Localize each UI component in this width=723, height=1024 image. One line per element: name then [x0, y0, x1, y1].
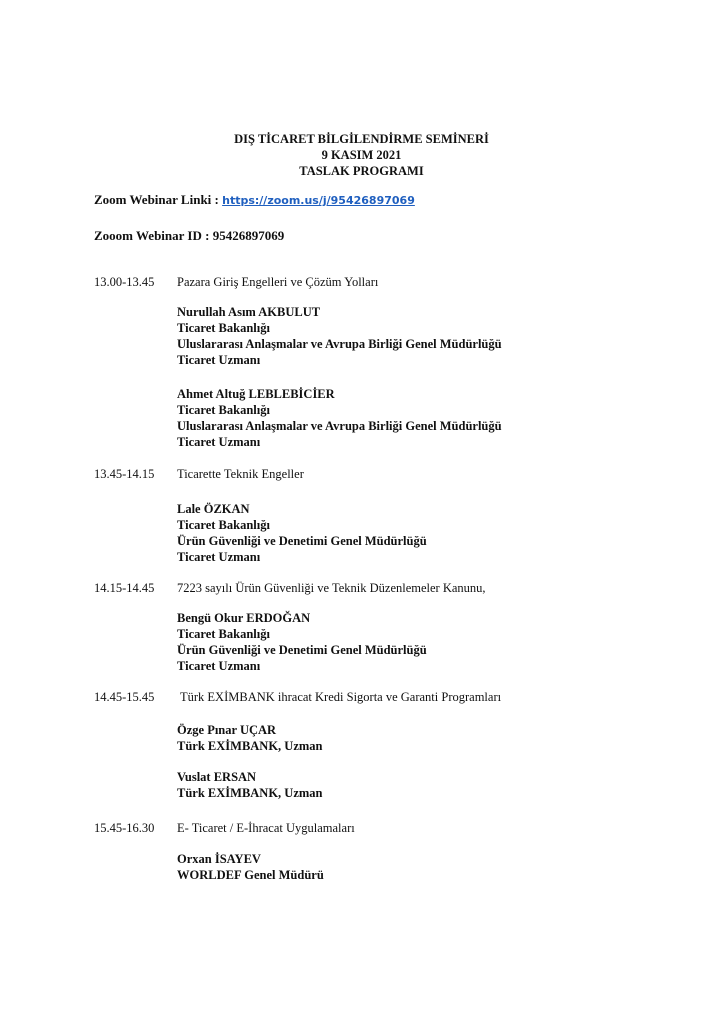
speaker-dept: Uluslararası Anlaşmalar ve Avrupa Birliği Genel Müdürlüğü	[177, 419, 502, 433]
speaker-name: Orxan İSAYEV	[177, 852, 261, 866]
speaker-block	[177, 769, 323, 801]
speaker-name: Nurullah Asım AKBULUT	[177, 305, 321, 319]
document-title	[0, 131, 723, 179]
session-topic: Türk EXİMBANK ihracat Kredi Sigorta ve Garanti Programları	[180, 690, 502, 704]
speaker-block	[177, 610, 427, 674]
zoom-id-row	[94, 228, 284, 244]
session-topic: 7223 sayılı Ürün Güvenliği ve Teknik Düzenlemeler Kanunu,	[177, 581, 486, 595]
session-topic: Ticarette Teknik Engeller	[177, 467, 304, 481]
title-line-program: TASLAK PROGRAMI	[299, 164, 424, 178]
session-time: 14.15-14.45	[94, 581, 155, 595]
speaker-block	[177, 386, 502, 450]
title-line-seminar: DIŞ TİCARET BİLGİLENDİRME SEMİNERİ	[234, 132, 489, 146]
speaker-dept: Uluslararası Anlaşmalar ve Avrupa Birliği Genel Müdürlüğü	[177, 337, 502, 351]
speaker-role: Ticaret Uzmanı	[177, 353, 261, 367]
session-time: 13.00-13.45	[94, 275, 155, 289]
session-time: 13.45-14.15	[94, 467, 155, 481]
speaker-name: Özge Pınar UÇAR	[177, 723, 277, 737]
speaker-name: Vuslat ERSAN	[177, 770, 257, 784]
speaker-org: Ticaret Bakanlığı	[177, 518, 270, 532]
speaker-dept: Ürün Güvenliği ve Denetimi Genel Müdürlüğü	[177, 534, 427, 548]
speaker-block	[177, 722, 323, 754]
speaker-name: Lale ÖZKAN	[177, 502, 250, 516]
speaker-role: Ticaret Uzmanı	[177, 659, 261, 673]
session-topic: E- Ticaret / E-İhracat Uygulamaları	[177, 821, 355, 835]
zoom-link-label: Zoom Webinar Linki :	[94, 192, 219, 207]
speaker-role: Ticaret Uzmanı	[177, 435, 261, 449]
zoom-link-row	[94, 192, 415, 209]
speaker-block	[177, 851, 324, 883]
zoom-id-value: 95426897069	[212, 228, 285, 243]
speaker-name: Bengü Okur ERDOĞAN	[177, 611, 311, 625]
speaker-name: Ahmet Altuğ LEBLEBİCİER	[177, 387, 335, 401]
speaker-org: Ticaret Bakanlığı	[177, 321, 270, 335]
session-time: 15.45-16.30	[94, 821, 155, 835]
speaker-role: Ticaret Uzmanı	[177, 550, 261, 564]
speaker-dept: Ürün Güvenliği ve Denetimi Genel Müdürlüğü	[177, 643, 427, 657]
speaker-block	[177, 501, 427, 565]
speaker-org: Türk EXİMBANK, Uzman	[177, 786, 323, 800]
speaker-org: Ticaret Bakanlığı	[177, 403, 270, 417]
speaker-org: Türk EXİMBANK, Uzman	[177, 739, 323, 753]
zoom-link[interactable]: https://zoom.us/j/95426897069	[222, 194, 415, 207]
session-time: 14.45-15.45	[94, 690, 155, 704]
session-topic: Pazara Giriş Engelleri ve Çözüm Yolları	[177, 275, 379, 289]
speaker-block	[177, 304, 502, 368]
title-line-date: 9 KASIM 2021	[321, 148, 402, 162]
zoom-id-label: Zooom Webinar ID :	[94, 228, 210, 243]
speaker-org: WORLDEF Genel Müdürü	[177, 868, 324, 882]
speaker-org: Ticaret Bakanlığı	[177, 627, 270, 641]
